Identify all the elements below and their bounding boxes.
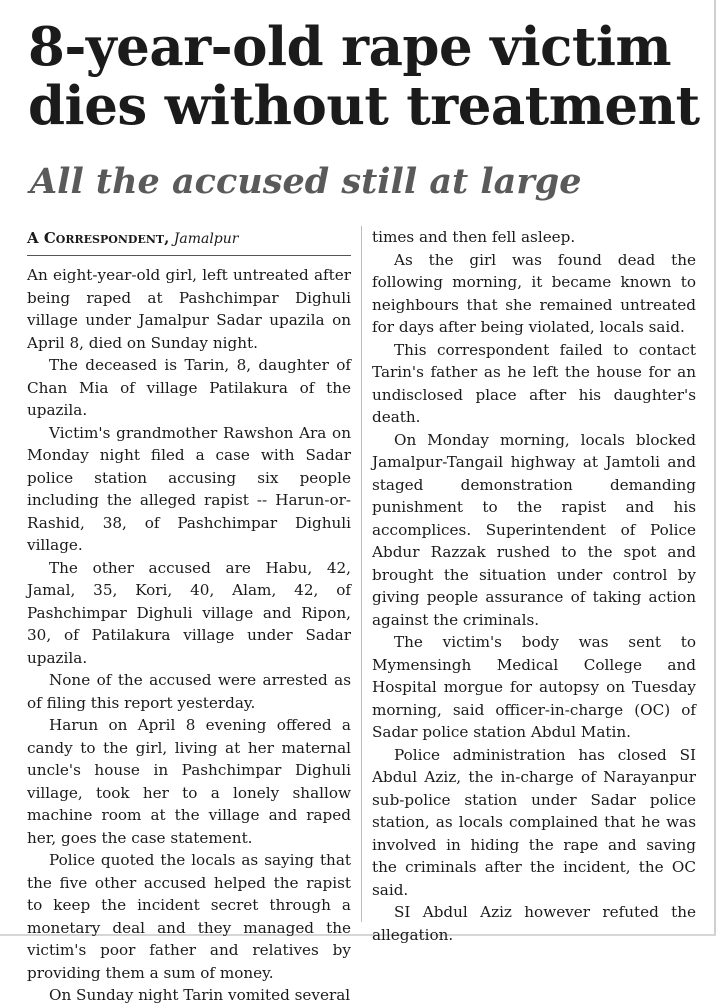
article-column-left (27, 226, 351, 1007)
paragraph-continuation: times and then fell asleep. (372, 228, 576, 246)
paragraph: Victim's grandmother Rawshon Ara on Monday night filed a case with Sadar police station accusing six people including the alleged rapist -- Harun-or-Rashid, 38, of Pashchimpar Dighuli village. (27, 423, 351, 554)
paragraph: Police administration has closed SI Abdul Aziz, the in-charge of Narayanpur sub-police station under Sadar police station, as locals complained that he was involved in hiding the rape and saving the criminals after the incident, the OC said. (372, 745, 696, 899)
paragraph: The victim's body was sent to Mymensingh Medical College and Hospital morgue for autopsy on Tuesday morning, said officer-in-charge (OC) of Sadar police station Abdul Matin. (372, 633, 696, 741)
paragraph: The deceased is Tarin, 8, daughter of Chan Mia of village Patilakura of the upazila. (27, 356, 351, 419)
paragraph: On Sunday night Tarin vomited several (49, 986, 351, 1004)
subheadline: All the accused still at large (30, 161, 582, 202)
paragraph: Harun on April 8 evening offered a candy to the girl, living at her maternal uncle's house in Pashchimpar Dighuli village, took her to a lonely shallow machine room at the village and raped her, goes the case statement. (27, 716, 351, 847)
byline (27, 226, 351, 256)
paragraph: This correspondent failed to contact Tarin's father as he left the house for an undisclosed place after his daughter's death. (372, 340, 696, 426)
paragraph: None of the accused were arrested as of filing this report yesterday. (27, 671, 351, 712)
paragraph: The other accused are Habu, 42, Jamal, 35, Kori, 40, Alam, 42, of Pashchimpar Dighuli village and Ripon, 30, of Patilakura village under Sadar upazila. (27, 558, 351, 667)
paragraph: As the girl was found dead the following morning, it became known to neighbours that she remained untreated for days after being violated, locals said. (372, 250, 696, 336)
article-column-right (372, 226, 696, 946)
byline-author: A Correspondent, (27, 229, 170, 247)
paragraph: SI Abdul Aziz however refuted the allegation. (372, 903, 696, 944)
column-divider (361, 226, 362, 922)
paragraph: On Monday morning, locals blocked Jamalpur-Tangail highway at Jamtoli and staged demonstration demanding punishment to the rapist and his accomplices. Superintendent of Police Abdur Razzak rushed to the spot and brought the situation under control by giving people assurance of taking action against the criminals. (372, 430, 696, 629)
byline-location: Jamalpur (173, 231, 239, 247)
paragraph: An eight-year-old girl, left untreated after being raped at Pashchimpar Dighuli village under Jamalpur Sadar upazila on April 8, died on Sunday night. (27, 266, 351, 352)
paragraph: Police quoted the locals as saying that the five other accused helped the rapist to keep the incident secret through a monetary deal and they managed the victim's poor father and relatives by providing them a sum of money. (27, 851, 351, 982)
headline: 8-year-old rape victim dies without treatment (28, 16, 700, 137)
